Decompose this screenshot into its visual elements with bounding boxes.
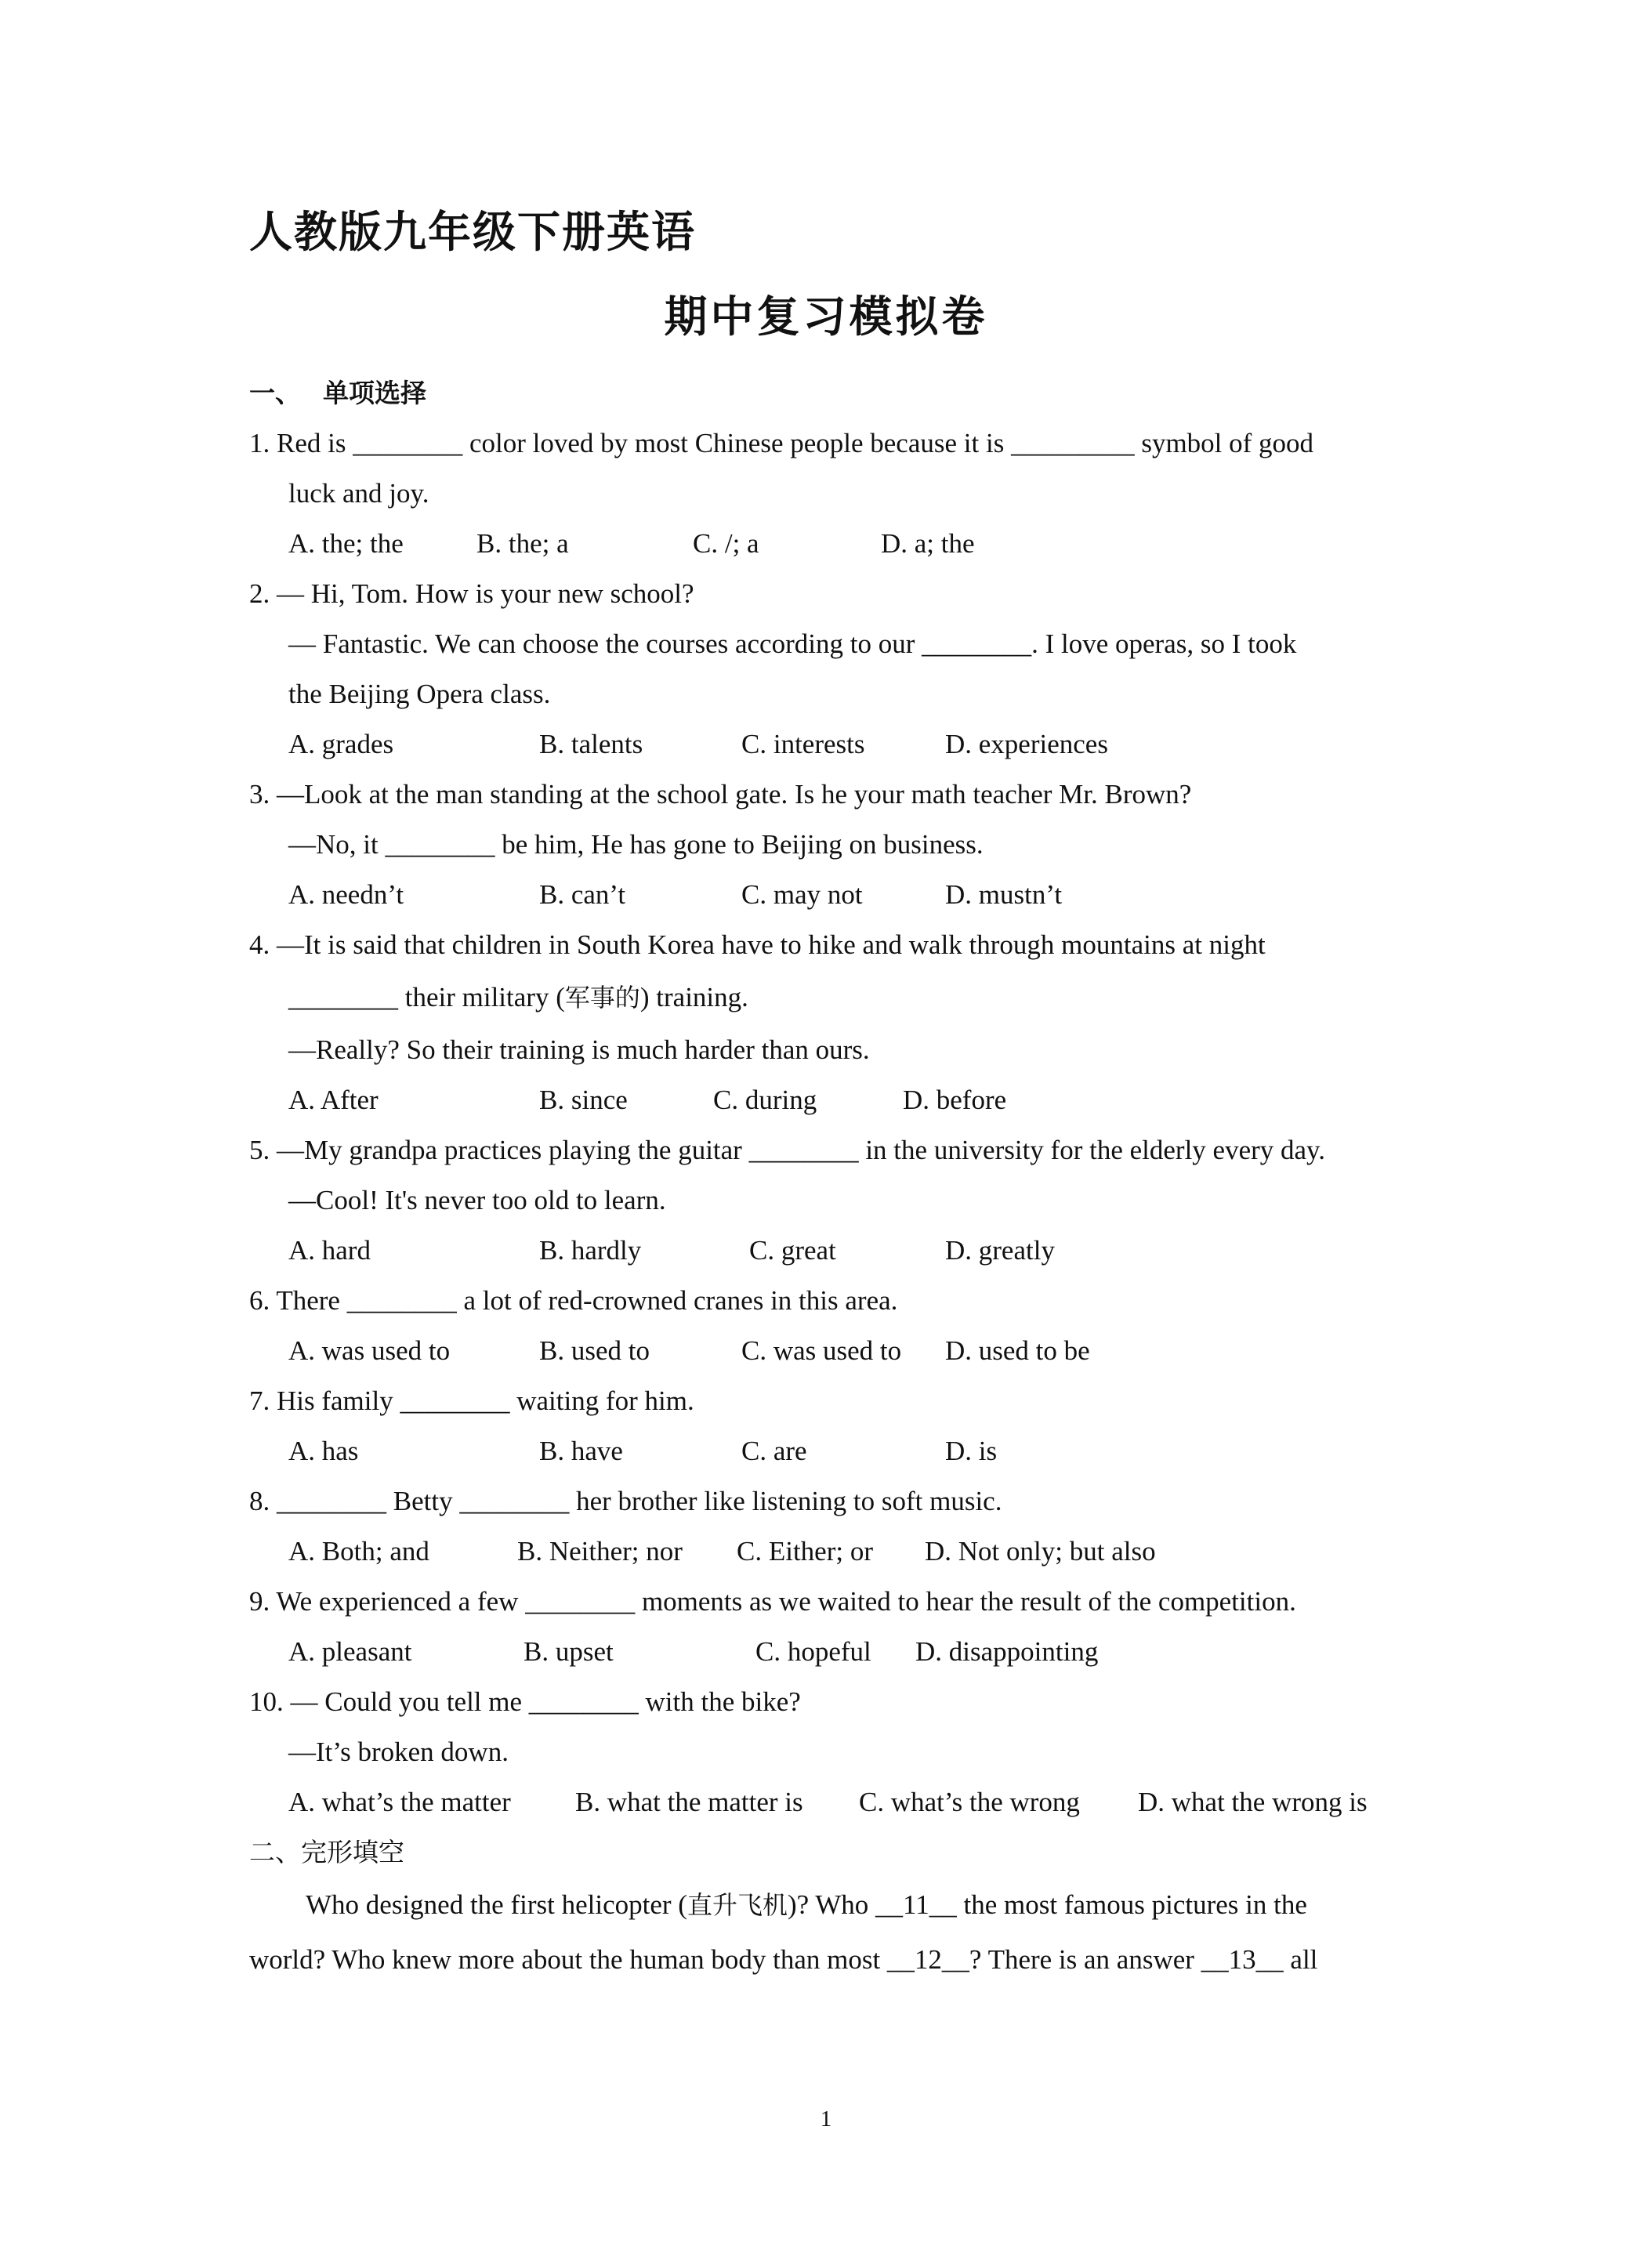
cloze-line-1: Who designed the first helicopter (直升飞机)? Who __11__ the most famous pictures in the: [306, 1889, 1307, 1920]
option-b: B. the; a: [476, 528, 569, 559]
question-2-options: [249, 719, 1409, 770]
question-2-line-1: 2. — Hi, Tom. How is your new school?: [249, 578, 694, 609]
question-1-line-1: 1. Red is ________ color loved by most Chinese people because it is _________ symbol of good: [249, 428, 1314, 458]
question-2-line-2: — Fantastic. We can choose the courses according to our ________. I love operas, so I took: [288, 628, 1297, 659]
question-6-line-1: 6. There ________ a lot of red-crowned cranes in this area.: [249, 1285, 898, 1316]
option-d: D. disappointing: [915, 1636, 1099, 1667]
option-d: D. Not only; but also: [925, 1536, 1156, 1567]
option-c: C. may not: [741, 879, 863, 910]
section-title: 单项选择: [323, 378, 426, 408]
option-d: D. what the wrong is: [1138, 1787, 1368, 1817]
question-2-line-3: the Beijing Opera class.: [288, 679, 551, 709]
document-title: 人教版九年级下册英语: [249, 207, 697, 257]
question-8-line-1: 8. ________ Betty ________ her brother like listening to soft music.: [249, 1486, 1002, 1516]
question-9-line-1: 9. We experienced a few ________ moments as we waited to hear the result of the competition.: [249, 1586, 1296, 1617]
option-a: A. Both; and: [288, 1536, 429, 1567]
question-4-options: [249, 1075, 1409, 1125]
option-c: C. interests: [741, 729, 865, 759]
option-d: D. a; the: [881, 528, 975, 559]
option-d: D. is: [945, 1436, 998, 1466]
question-3-line-2: —No, it ________ be him, He has gone to Beijing on business.: [288, 829, 984, 860]
option-b: B. Neither; nor: [517, 1536, 683, 1567]
option-d: D. greatly: [945, 1235, 1055, 1266]
page-number: 1: [820, 2106, 832, 2132]
question-1-options: [249, 519, 1409, 569]
option-b: B. used to: [539, 1335, 650, 1366]
option-d: D. experiences: [945, 729, 1108, 759]
option-a: A. After: [288, 1085, 379, 1115]
option-a: A. what’s the matter: [288, 1787, 511, 1817]
option-b: B. upset: [523, 1636, 614, 1667]
question-4-line-3: —Really? So their training is much harder than ours.: [288, 1034, 870, 1065]
option-c: C. was used to: [741, 1335, 902, 1366]
question-3-line-1: 3. —Look at the man standing at the school gate. Is he your math teacher Mr. Brown?: [249, 779, 1192, 810]
question-9-options: [249, 1627, 1409, 1677]
option-b: B. can’t: [539, 879, 626, 910]
section-heading-2: 二、完形填空: [249, 1837, 404, 1867]
option-b: B. what the matter is: [575, 1787, 803, 1817]
document-body: [249, 368, 1409, 1987]
question-7-line-1: 7. His family ________ waiting for him.: [249, 1385, 694, 1416]
question-10-line-1: 10. — Could you tell me ________ with the bike?: [249, 1686, 801, 1717]
question-10-line-2: —It’s broken down.: [288, 1737, 509, 1767]
question-8-options: [249, 1527, 1409, 1577]
option-c: C. are: [741, 1436, 807, 1466]
option-d: D. mustn’t: [945, 879, 1063, 910]
option-a: A. hard: [288, 1235, 371, 1266]
option-a: A. the; the: [288, 528, 404, 559]
option-d: D. used to be: [945, 1335, 1090, 1366]
option-c: C. /; a: [693, 528, 759, 559]
option-a: A. has: [288, 1436, 359, 1466]
option-d: D. before: [903, 1085, 1007, 1115]
option-a: A. needn’t: [288, 879, 404, 910]
cloze-line-2: world? Who knew more about the human body than most __12__? There is an answer __13__ all: [249, 1944, 1318, 1975]
document-subtitle: 期中复习模拟卷: [664, 292, 988, 342]
option-b: B. hardly: [539, 1235, 642, 1266]
question-1-line-2: luck and joy.: [288, 478, 429, 509]
option-c: C. during: [713, 1085, 817, 1115]
option-a: A. pleasant: [288, 1636, 412, 1667]
section-number: 一、: [249, 378, 301, 408]
question-5-options: [249, 1226, 1409, 1276]
option-c: C. great: [749, 1235, 836, 1266]
question-7-options: [249, 1426, 1409, 1476]
question-5-line-1: 5. —My grandpa practices playing the guitar ________ in the university for the elderly every day.: [249, 1135, 1326, 1165]
option-b: B. since: [539, 1085, 628, 1115]
section-heading-1: [249, 368, 1409, 418]
question-4-line-1: 4. —It is said that children in South Korea have to hike and walk through mountains at night: [249, 929, 1266, 960]
option-a: A. was used to: [288, 1335, 451, 1366]
chinese-gloss: 军事的: [564, 983, 640, 1012]
question-10-options: [249, 1777, 1409, 1827]
question-3-options: [249, 870, 1409, 920]
question-6-options: [249, 1326, 1409, 1376]
question-5-line-2: —Cool! It's never too old to learn.: [288, 1185, 666, 1215]
chinese-gloss: 直升飞机: [687, 1890, 788, 1920]
question-4-line-2: ________ their military (军事的) training.: [288, 982, 748, 1012]
option-c: C. what’s the wrong: [859, 1787, 1080, 1817]
option-c: C. hopeful: [755, 1636, 871, 1667]
option-b: B. have: [539, 1436, 623, 1466]
option-a: A. grades: [288, 729, 394, 759]
option-b: B. talents: [539, 729, 643, 759]
option-c: C. Either; or: [737, 1536, 873, 1567]
